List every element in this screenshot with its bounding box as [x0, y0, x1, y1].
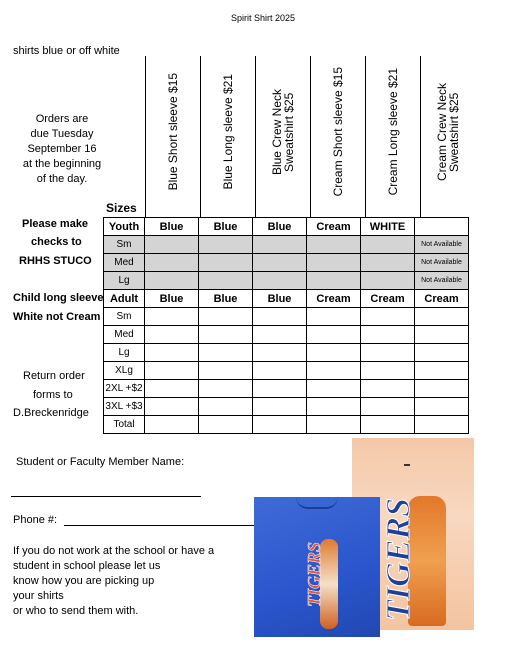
color-cell: Blue — [145, 290, 199, 308]
qty-cell[interactable] — [415, 308, 469, 326]
header-divider — [255, 56, 256, 218]
qty-cell[interactable] — [199, 344, 253, 362]
white-not-cream-label: White not Cream — [13, 311, 101, 323]
orders-line: Orders are — [35, 113, 89, 125]
color-cell: Cream — [307, 218, 361, 236]
qty-cell[interactable] — [361, 362, 415, 380]
instruction-line: know how you are picking up — [13, 575, 155, 587]
qty-cell[interactable] — [307, 344, 361, 362]
instruction-line: student in school please let us — [13, 560, 161, 572]
size-label: XLg — [104, 362, 145, 380]
qty-cell[interactable] — [307, 326, 361, 344]
qty-cell[interactable] — [253, 380, 307, 398]
youth-label: Youth — [104, 218, 145, 236]
header-divider — [200, 56, 201, 218]
total-cell[interactable] — [361, 416, 415, 434]
qty-cell[interactable] — [361, 236, 415, 254]
table-row — [104, 362, 469, 380]
header-divider — [420, 56, 421, 218]
qty-cell[interactable] — [361, 380, 415, 398]
qty-cell[interactable] — [145, 344, 199, 362]
qty-cell[interactable] — [307, 398, 361, 416]
table-row — [104, 308, 469, 326]
total-cell[interactable] — [145, 416, 199, 434]
size-label: Sm — [104, 308, 145, 326]
total-cell[interactable] — [253, 416, 307, 434]
page-title: Spirit Shirt 2025 — [230, 13, 296, 23]
qty-cell[interactable] — [253, 272, 307, 290]
sizes-label: Sizes — [106, 201, 137, 215]
name-field[interactable] — [11, 496, 201, 497]
instruction-line: your shirts — [13, 590, 64, 602]
child-long-sleeve-label: Child long sleeve — [13, 292, 104, 304]
table-row — [104, 254, 469, 272]
adult-label: Adult — [104, 290, 145, 308]
column-header-cream-short: Cream Short sleeve $15 — [330, 67, 345, 197]
qty-cell[interactable] — [145, 254, 199, 272]
color-cell: Blue — [253, 290, 307, 308]
qty-cell[interactable] — [253, 254, 307, 272]
total-row — [104, 416, 469, 434]
size-label: 3XL +$3 — [104, 398, 145, 416]
checks-to-label: checks to — [31, 236, 82, 248]
blue-shirt-photo — [254, 497, 380, 637]
tigers-lettering: TIGERS — [380, 498, 417, 621]
qty-cell[interactable] — [307, 308, 361, 326]
color-cell: Blue — [199, 218, 253, 236]
qty-cell[interactable] — [145, 308, 199, 326]
qty-cell[interactable] — [415, 326, 469, 344]
qty-cell[interactable] — [361, 344, 415, 362]
orders-line: September 16 — [27, 143, 97, 155]
header-divider — [310, 56, 311, 218]
qty-cell[interactable] — [253, 398, 307, 416]
orders-line: at the beginning — [22, 158, 102, 170]
qty-cell[interactable] — [145, 272, 199, 290]
qty-cell[interactable] — [307, 272, 361, 290]
size-label: Med — [104, 326, 145, 344]
total-cell[interactable] — [199, 416, 253, 434]
qty-cell[interactable] — [199, 398, 253, 416]
color-cell: Cream — [415, 290, 469, 308]
size-label: Med — [104, 254, 145, 272]
total-cell[interactable] — [307, 416, 361, 434]
header-divider — [365, 56, 366, 218]
qty-cell[interactable] — [199, 236, 253, 254]
qty-cell[interactable] — [199, 254, 253, 272]
tag-mark — [404, 464, 410, 466]
qty-cell[interactable] — [145, 362, 199, 380]
qty-cell[interactable] — [199, 326, 253, 344]
qty-cell[interactable] — [199, 362, 253, 380]
qty-cell[interactable] — [361, 398, 415, 416]
not-available-cell: Not Available — [415, 254, 469, 272]
size-label: 2XL +$2 — [104, 380, 145, 398]
phone-field[interactable] — [64, 525, 254, 526]
qty-cell[interactable] — [415, 362, 469, 380]
qty-cell[interactable] — [415, 344, 469, 362]
orders-line: due Tuesday — [30, 128, 94, 140]
table-row — [104, 236, 469, 254]
color-cell: Cream — [361, 290, 415, 308]
qty-cell[interactable] — [307, 380, 361, 398]
color-cell: Blue — [199, 290, 253, 308]
qty-cell[interactable] — [415, 398, 469, 416]
qty-cell[interactable] — [253, 308, 307, 326]
pickup-instructions — [13, 544, 243, 619]
qty-cell[interactable] — [307, 236, 361, 254]
table-row — [104, 326, 469, 344]
qty-cell[interactable] — [415, 380, 469, 398]
qty-cell[interactable] — [361, 326, 415, 344]
qty-cell[interactable] — [307, 362, 361, 380]
size-label: Sm — [104, 236, 145, 254]
phone-label: Phone #: — [13, 514, 58, 526]
subtitle: shirts blue or off white — [13, 45, 120, 57]
qty-cell[interactable] — [253, 344, 307, 362]
qty-cell[interactable] — [145, 380, 199, 398]
size-label: Lg — [104, 344, 145, 362]
orders-line: of the day. — [36, 173, 88, 185]
return-order-label: Return order — [23, 370, 85, 382]
total-cell[interactable] — [415, 416, 469, 434]
color-cell: WHITE — [361, 218, 415, 236]
collar — [296, 497, 338, 509]
size-label: Lg — [104, 272, 145, 290]
total-label: Total — [104, 416, 145, 434]
qty-cell[interactable] — [199, 308, 253, 326]
please-make-label: Please make — [22, 218, 89, 230]
column-header-blue-long: Blue Long sleeve $21 — [220, 74, 235, 190]
header-divider — [145, 56, 146, 218]
qty-cell[interactable] — [253, 326, 307, 344]
color-cell — [415, 218, 469, 236]
youth-color-row — [104, 218, 469, 236]
column-header-cream-crew: Cream Crew Neck Sweatshirt $25 — [434, 82, 461, 181]
table-row — [104, 398, 469, 416]
order-grid — [103, 217, 469, 434]
forms-to-label: forms to — [33, 389, 73, 401]
column-header-blue-short: Blue Short sleeve $15 — [165, 73, 180, 191]
qty-cell[interactable] — [199, 272, 253, 290]
tigers-lettering: TIGERS — [304, 542, 324, 608]
table-row — [104, 272, 469, 290]
qty-cell[interactable] — [253, 236, 307, 254]
orders-due-note — [12, 112, 112, 187]
instruction-line: If you do not work at the school or have a — [13, 545, 215, 557]
not-available-cell: Not Available — [415, 272, 469, 290]
name-label: Student or Faculty Member Name: — [16, 456, 185, 468]
qty-cell[interactable] — [145, 326, 199, 344]
qty-cell[interactable] — [307, 254, 361, 272]
qty-cell[interactable] — [361, 254, 415, 272]
color-cell: Blue — [253, 218, 307, 236]
qty-cell[interactable] — [199, 380, 253, 398]
qty-cell[interactable] — [145, 236, 199, 254]
table-row — [104, 380, 469, 398]
adult-color-row — [104, 290, 469, 308]
qty-cell[interactable] — [253, 362, 307, 380]
table-row — [104, 344, 469, 362]
color-cell: Blue — [145, 218, 199, 236]
color-cell: Cream — [307, 290, 361, 308]
qty-cell[interactable] — [361, 308, 415, 326]
qty-cell[interactable] — [361, 272, 415, 290]
qty-cell[interactable] — [145, 398, 199, 416]
rhhs-stuco-label: RHHS STUCO — [19, 255, 92, 267]
not-available-cell: Not Available — [415, 236, 469, 254]
column-header-cream-long: Cream Long sleeve $21 — [385, 68, 400, 196]
instruction-line: or who to send them with. — [13, 605, 139, 617]
column-header-blue-crew: Blue Crew Neck Sweatshirt $25 — [269, 88, 296, 176]
breckenridge-label: D.Breckenridge — [13, 407, 89, 419]
